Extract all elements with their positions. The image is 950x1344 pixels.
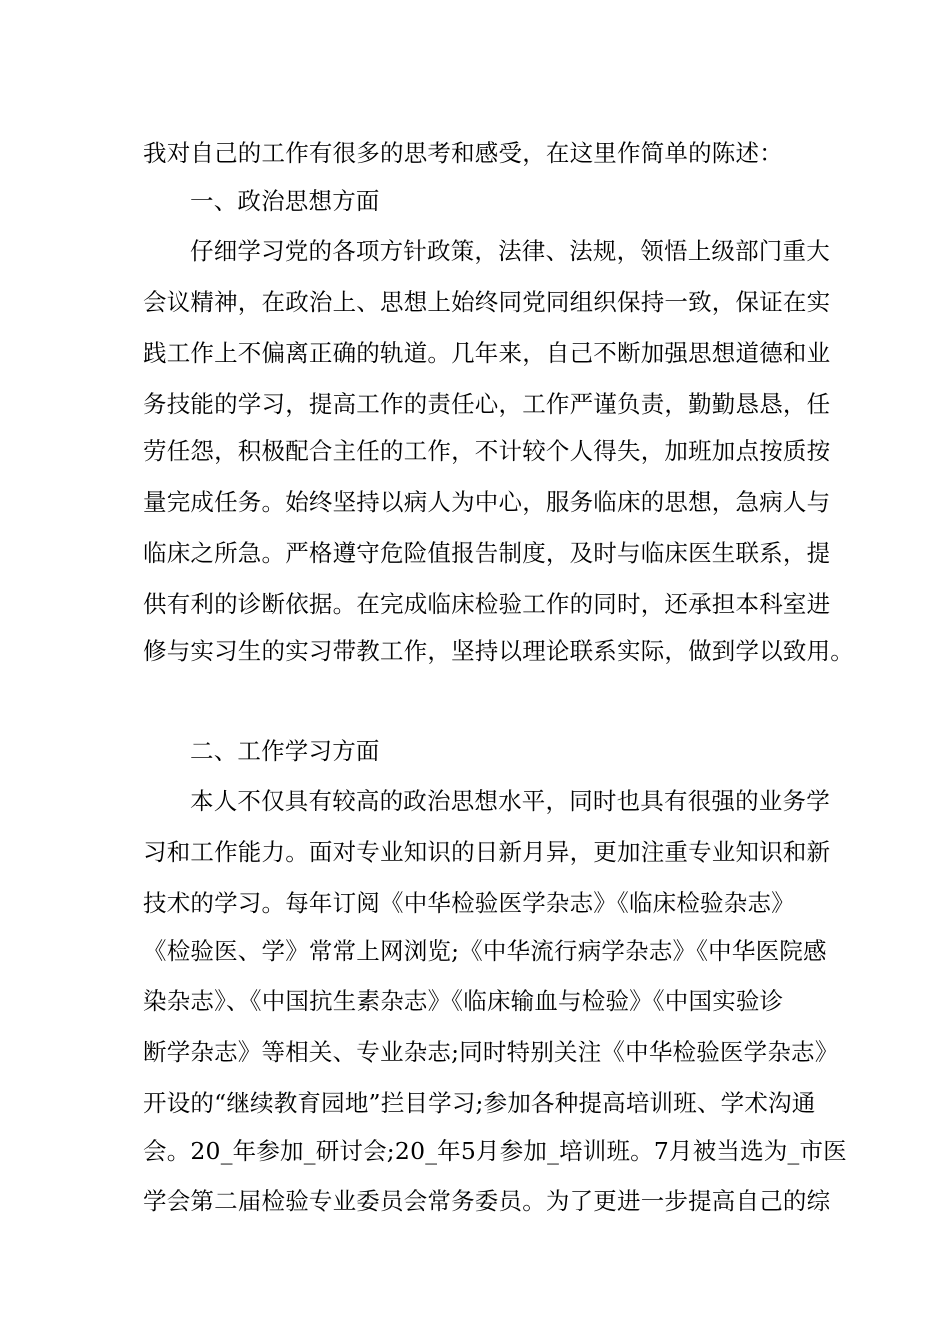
paragraph-line: 本人不仅具有较高的政治思想水平，同时也具有很强的业务学 (190, 787, 830, 815)
intro-line: 我对自己的工作有很多的思考和感受，在这里作简单的陈述： (143, 139, 783, 167)
paragraph-line: 临床之所急。严格遵守危险值报告制度，及时与临床医生联系，提 (143, 539, 831, 567)
paragraph-line: 技术的学习。每年订阅《中华检验医学杂志》《临床检验杂志》 (143, 889, 795, 917)
section-heading-politics: 一、政治思想方面 (190, 187, 380, 215)
paragraph-line: 践工作上不偏离正确的轨道。几年来，自己不断加强思想道德和业 (143, 339, 831, 367)
paragraph-line: 供有利的诊断依据。在完成临床检验工作的同时，还承担本科室进 (143, 590, 831, 618)
paragraph-line: 劳任怨，积极配合主任的工作，不计较个人得失，加班加点按质按 (143, 437, 831, 465)
paragraph-line: 染杂志》、《中国抗生素杂志》《临床输血与检验》《中国实验诊 (143, 987, 784, 1015)
paragraph-line: 量完成任务。始终坚持以病人为中心，服务临床的思想，急病人与 (143, 488, 831, 516)
paragraph-line: 断学杂志》等相关、专业杂志;同时特别关注《中华检验医学杂志》 (143, 1038, 839, 1066)
paragraph-line: 务技能的学习，提高工作的责任心，工作严谨负责，勤勤恳恳，任 (143, 390, 831, 418)
paragraph-line: 修与实习生的实习带教工作，坚持以理论联系实际，做到学以致用。 (143, 637, 854, 665)
paragraph-line: 会。20_年参加_研讨会;20_年5月参加_培训班。7月被当选为_市医 (143, 1137, 847, 1165)
paragraph-line: 《检验医、学》常常上网浏览;《中华流行病学杂志》《中华医院感 (143, 937, 827, 965)
paragraph-line: 开设的“继续教育园地”拦目学习;参加各种提高培训班、学术沟通 (143, 1089, 816, 1117)
section-heading-work-study: 二、工作学习方面 (190, 737, 380, 765)
paragraph-line: 习和工作能力。面对专业知识的日新月异，更加注重专业知识和新 (143, 838, 831, 866)
paragraph-line: 学会第二届检验专业委员会常务委员。为了更进一步提高自己的综 (143, 1187, 831, 1215)
paragraph-line: 仔细学习党的各项方针政策，法律、法规，领悟上级部门重大 (190, 237, 830, 265)
paragraph-line: 会议精神，在政治上、思想上始终同党同组织保持一致，保证在实 (143, 288, 831, 316)
